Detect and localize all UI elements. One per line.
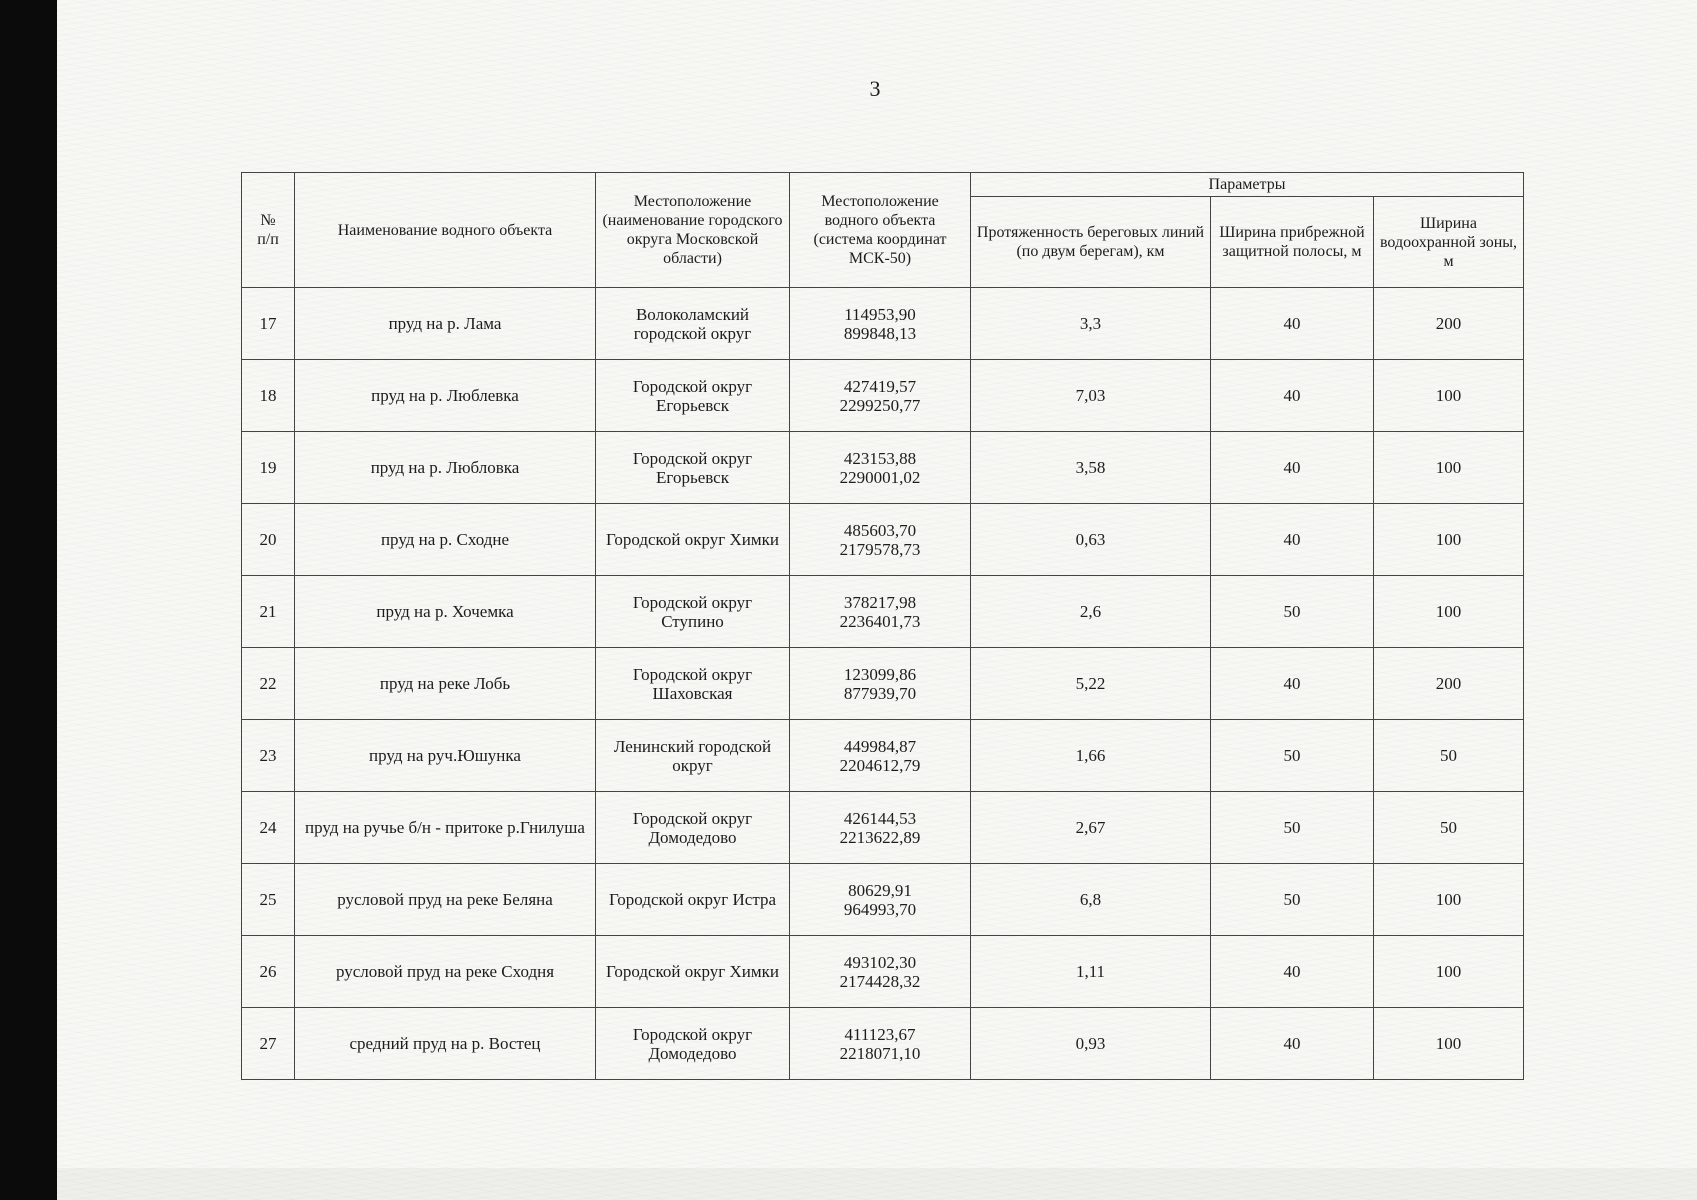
cell-coords: 423153,88 2290001,02	[790, 432, 971, 504]
table-row	[242, 360, 1524, 432]
cell-length: 1,66	[971, 720, 1211, 792]
header-coastal-strip: Ширина прибрежной защитной полосы, м	[1211, 197, 1374, 288]
cell-length: 2,6	[971, 576, 1211, 648]
table-row	[242, 504, 1524, 576]
cell-length: 7,03	[971, 360, 1211, 432]
cell-water-zone: 100	[1374, 504, 1524, 576]
cell-length: 3,3	[971, 288, 1211, 360]
cell-location: Городской округ Егорьевск	[596, 360, 790, 432]
cell-location: Городской округ Истра	[596, 864, 790, 936]
cell-num: 18	[242, 360, 295, 432]
cell-water-zone: 100	[1374, 1008, 1524, 1080]
cell-location: Городской округ Шаховская	[596, 648, 790, 720]
cell-num: 25	[242, 864, 295, 936]
header-water-zone: Ширина водоохранной зоны, м	[1374, 197, 1524, 288]
cell-name: пруд на р. Сходне	[295, 504, 596, 576]
page-number: 3	[869, 76, 881, 101]
cell-location: Городской округ Химки	[596, 936, 790, 1008]
cell-length: 5,22	[971, 648, 1211, 720]
cell-water-zone: 100	[1374, 432, 1524, 504]
cell-coastal-strip: 40	[1211, 1008, 1374, 1080]
cell-coastal-strip: 40	[1211, 360, 1374, 432]
cell-num: 23	[242, 720, 295, 792]
cell-coastal-strip: 50	[1211, 864, 1374, 936]
cell-water-zone: 200	[1374, 288, 1524, 360]
cell-water-zone: 100	[1374, 936, 1524, 1008]
cell-coords: 378217,98 2236401,73	[790, 576, 971, 648]
cell-water-zone: 50	[1374, 720, 1524, 792]
cell-coastal-strip: 50	[1211, 792, 1374, 864]
table-body	[242, 288, 1524, 1080]
cell-name: средний пруд на р. Востец	[295, 1008, 596, 1080]
cell-coastal-strip: 40	[1211, 504, 1374, 576]
table-row	[242, 648, 1524, 720]
cell-coords: 80629,91 964993,70	[790, 864, 971, 936]
table-row	[242, 1008, 1524, 1080]
cell-coastal-strip: 50	[1211, 720, 1374, 792]
cell-location: Городской округ Домодедово	[596, 1008, 790, 1080]
cell-num: 27	[242, 1008, 295, 1080]
cell-water-zone: 50	[1374, 792, 1524, 864]
cell-coords: 426144,53 2213622,89	[790, 792, 971, 864]
table-row	[242, 792, 1524, 864]
cell-coastal-strip: 50	[1211, 576, 1374, 648]
cell-coastal-strip: 40	[1211, 648, 1374, 720]
table-row	[242, 432, 1524, 504]
cell-num: 20	[242, 504, 295, 576]
cell-coords: 411123,67 2218071,10	[790, 1008, 971, 1080]
cell-location: Городской округ Домодедово	[596, 792, 790, 864]
cell-location: Городской округ Ступино	[596, 576, 790, 648]
cell-num: 26	[242, 936, 295, 1008]
cell-name: русловой пруд на реке Сходня	[295, 936, 596, 1008]
cell-length: 6,8	[971, 864, 1211, 936]
cell-water-zone: 200	[1374, 648, 1524, 720]
cell-coastal-strip: 40	[1211, 936, 1374, 1008]
scan-bottom-band	[57, 1168, 1697, 1200]
table-row	[242, 576, 1524, 648]
cell-coords: 493102,30 2174428,32	[790, 936, 971, 1008]
table-row	[242, 936, 1524, 1008]
cell-length: 0,93	[971, 1008, 1211, 1080]
cell-location: Ленинский городской округ	[596, 720, 790, 792]
header-params: Параметры	[971, 173, 1524, 197]
cell-location: Городской округ Егорьевск	[596, 432, 790, 504]
header-name: Наименование водного объекта	[295, 173, 596, 288]
cell-water-zone: 100	[1374, 576, 1524, 648]
cell-name: пруд на реке Лобь	[295, 648, 596, 720]
cell-length: 0,63	[971, 504, 1211, 576]
table-row	[242, 288, 1524, 360]
cell-num: 24	[242, 792, 295, 864]
cell-num: 19	[242, 432, 295, 504]
cell-location: Волоколамский городской округ	[596, 288, 790, 360]
table-row	[242, 720, 1524, 792]
cell-name: пруд на руч.Юшунка	[295, 720, 596, 792]
cell-name: пруд на р. Хочемка	[295, 576, 596, 648]
cell-num: 17	[242, 288, 295, 360]
header-coords: Местоположение водного объекта (система координат МСК-50)	[790, 173, 971, 288]
cell-name: русловой пруд на реке Беляна	[295, 864, 596, 936]
cell-name: пруд на р. Любловка	[295, 432, 596, 504]
cell-name: пруд на ручье б/н - притоке р.Гнилуша	[295, 792, 596, 864]
cell-length: 2,67	[971, 792, 1211, 864]
cell-coords: 449984,87 2204612,79	[790, 720, 971, 792]
cell-num: 21	[242, 576, 295, 648]
water-objects-table	[241, 172, 1524, 1080]
cell-name: пруд на р. Лама	[295, 288, 596, 360]
table-row	[242, 864, 1524, 936]
scan-left-edge	[0, 0, 57, 1200]
cell-coords: 485603,70 2179578,73	[790, 504, 971, 576]
header-num: № п/п	[242, 173, 295, 288]
cell-coastal-strip: 40	[1211, 432, 1374, 504]
cell-length: 3,58	[971, 432, 1211, 504]
header-location: Местоположение (наименование городского округа Московской области)	[596, 173, 790, 288]
cell-length: 1,11	[971, 936, 1211, 1008]
cell-name: пруд на р. Люблевка	[295, 360, 596, 432]
cell-coastal-strip: 40	[1211, 288, 1374, 360]
cell-coords: 123099,86 877939,70	[790, 648, 971, 720]
header-length: Протяженность береговых линий (по двум берегам), км	[971, 197, 1211, 288]
cell-num: 22	[242, 648, 295, 720]
cell-water-zone: 100	[1374, 864, 1524, 936]
cell-location: Городской округ Химки	[596, 504, 790, 576]
cell-coords: 427419,57 2299250,77	[790, 360, 971, 432]
cell-coords: 114953,90 899848,13	[790, 288, 971, 360]
cell-water-zone: 100	[1374, 360, 1524, 432]
